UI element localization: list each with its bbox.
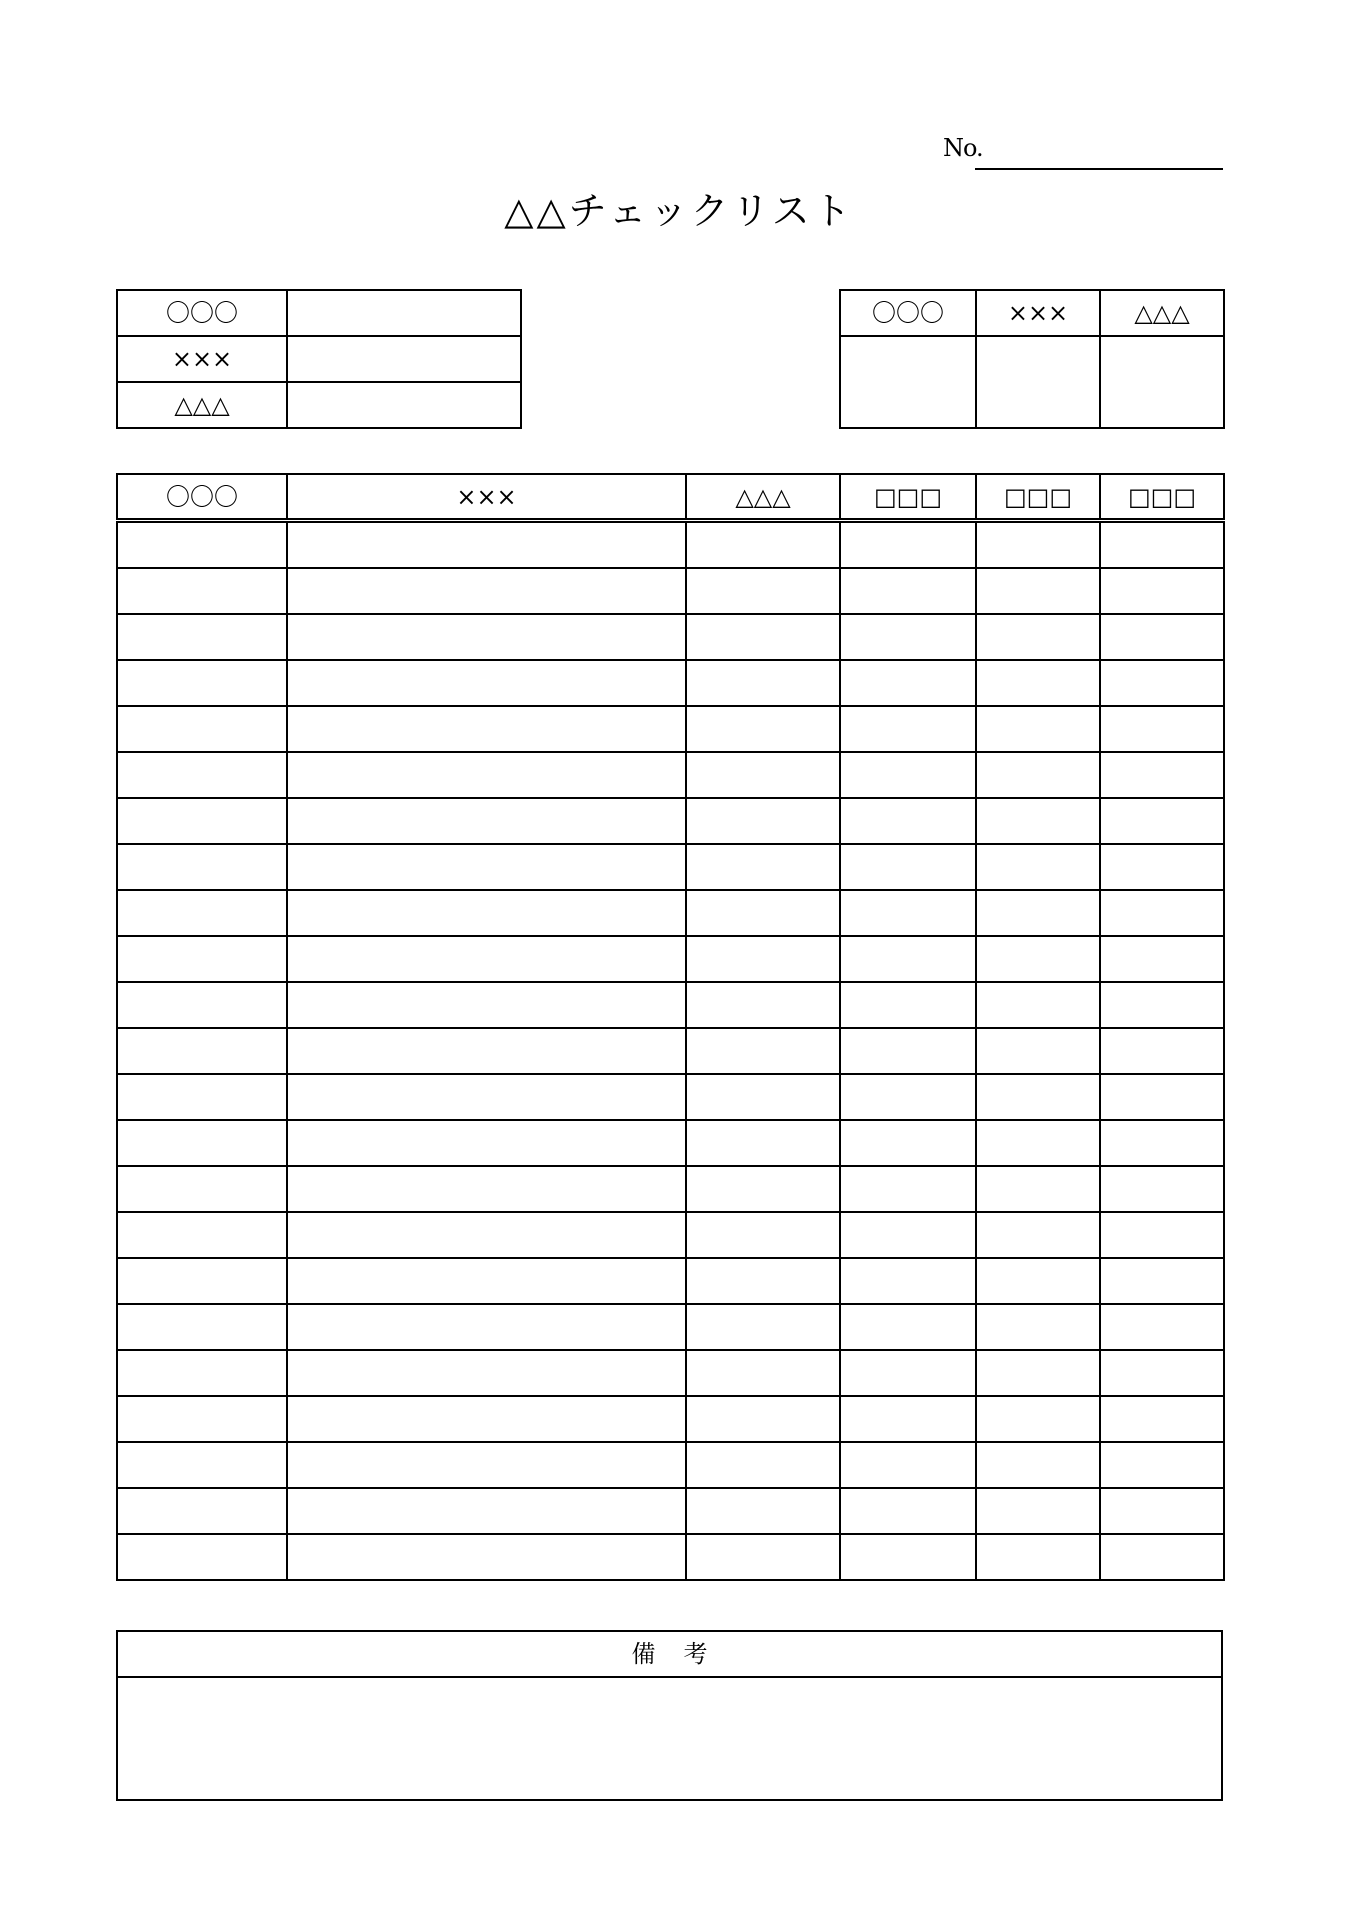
checklist-cell[interactable] (1100, 614, 1224, 660)
checklist-cell[interactable] (976, 890, 1100, 936)
checklist-row (117, 1488, 1224, 1534)
checklist-cell[interactable] (287, 521, 686, 569)
checklist-cell[interactable] (287, 1304, 686, 1350)
checklist-cell[interactable] (117, 660, 287, 706)
checklist-cell[interactable] (686, 936, 840, 982)
checklist-cell[interactable] (976, 1396, 1100, 1442)
checklist-cell[interactable] (117, 568, 287, 614)
checklist-cell[interactable] (840, 1120, 976, 1166)
approval-header: ××× (976, 290, 1100, 336)
checklist-cell[interactable] (287, 614, 686, 660)
column-header: □□□ (1100, 474, 1224, 521)
checklist-cell[interactable] (1100, 798, 1224, 844)
checklist-cell[interactable] (117, 614, 287, 660)
info-value-field[interactable] (287, 382, 521, 428)
info-label: 〇〇〇 (117, 290, 287, 336)
checklist-cell[interactable] (686, 844, 840, 890)
checklist-cell[interactable] (287, 844, 686, 890)
checklist-cell[interactable] (117, 1258, 287, 1304)
checklist-cell[interactable] (117, 706, 287, 752)
checklist-cell[interactable] (840, 614, 976, 660)
info-label: ××× (117, 336, 287, 382)
remarks-box (116, 1630, 1223, 1801)
checklist-header-row (117, 474, 1224, 521)
checklist-cell[interactable] (840, 568, 976, 614)
checklist-cell[interactable] (976, 1166, 1100, 1212)
checklist-cell[interactable] (840, 890, 976, 936)
approval-field[interactable] (976, 336, 1100, 428)
approval-field[interactable] (1100, 336, 1224, 428)
checklist-cell[interactable] (1100, 890, 1224, 936)
checklist-cell[interactable] (976, 752, 1100, 798)
checklist-cell[interactable] (840, 982, 976, 1028)
checklist-cell[interactable] (976, 1120, 1100, 1166)
approval-header: △△△ (1100, 290, 1224, 336)
checklist-cell[interactable] (840, 706, 976, 752)
checklist-cell[interactable] (686, 890, 840, 936)
checklist-row (117, 982, 1224, 1028)
checklist-row (117, 1212, 1224, 1258)
info-table-left (116, 289, 522, 429)
checklist-cell[interactable] (976, 568, 1100, 614)
checklist-row (117, 1166, 1224, 1212)
info-value-field[interactable] (287, 336, 521, 382)
checklist-cell[interactable] (1100, 936, 1224, 982)
checklist-cell[interactable] (287, 936, 686, 982)
checklist-cell[interactable] (1100, 1166, 1224, 1212)
checklist-cell[interactable] (117, 1488, 287, 1534)
checklist-cell[interactable] (117, 936, 287, 982)
checklist-cell[interactable] (117, 752, 287, 798)
checklist-cell[interactable] (976, 1074, 1100, 1120)
checklist-cell[interactable] (1100, 1350, 1224, 1396)
checklist-cell[interactable] (117, 982, 287, 1028)
page-title: △△チェックリスト (504, 189, 854, 233)
checklist-cell[interactable] (1100, 1534, 1224, 1580)
checklist-cell[interactable] (686, 521, 840, 569)
checklist-cell[interactable] (976, 1534, 1100, 1580)
column-header: □□□ (840, 474, 976, 521)
checklist-row (117, 1350, 1224, 1396)
checklist-cell[interactable] (840, 1488, 976, 1534)
checklist-cell[interactable] (840, 1166, 976, 1212)
checklist-cell[interactable] (686, 1166, 840, 1212)
checklist-cell[interactable] (1100, 1304, 1224, 1350)
checklist-cell[interactable] (840, 1304, 976, 1350)
checklist-row (117, 1442, 1224, 1488)
checklist-cell[interactable] (976, 1258, 1100, 1304)
checklist-cell[interactable] (840, 936, 976, 982)
checklist-cell[interactable] (840, 752, 976, 798)
checklist-body (117, 521, 1224, 1581)
checklist-cell[interactable] (1100, 752, 1224, 798)
checklist-cell[interactable] (287, 798, 686, 844)
checklist-cell[interactable] (117, 1304, 287, 1350)
checklist-cell[interactable] (287, 1442, 686, 1488)
checklist-cell[interactable] (117, 1212, 287, 1258)
checklist-cell[interactable] (686, 1258, 840, 1304)
checklist-cell[interactable] (840, 1074, 976, 1120)
checklist-cell[interactable] (1100, 1028, 1224, 1074)
checklist-cell[interactable] (1100, 706, 1224, 752)
checklist-cell[interactable] (287, 660, 686, 706)
checklist-cell[interactable] (976, 1212, 1100, 1258)
column-header: 〇〇〇 (117, 474, 287, 521)
checklist-cell[interactable] (840, 1028, 976, 1074)
checklist-row (117, 1534, 1224, 1580)
checklist-cell[interactable] (686, 752, 840, 798)
checklist-cell[interactable] (117, 521, 287, 569)
checklist-cell[interactable] (1100, 1212, 1224, 1258)
checklist-cell[interactable] (287, 890, 686, 936)
checklist-cell[interactable] (287, 1258, 686, 1304)
checklist-row (117, 706, 1224, 752)
checklist-cell[interactable] (117, 1442, 287, 1488)
checklist-cell[interactable] (1100, 1442, 1224, 1488)
checklist-row (117, 568, 1224, 614)
checklist-cell[interactable] (117, 1074, 287, 1120)
checklist-cell[interactable] (1100, 1074, 1224, 1120)
checklist-cell[interactable] (840, 1396, 976, 1442)
checklist-row (117, 521, 1224, 569)
checklist-cell[interactable] (686, 1534, 840, 1580)
checklist-row (117, 844, 1224, 890)
checklist-cell[interactable] (686, 798, 840, 844)
info-value-field[interactable] (287, 290, 521, 336)
approval-table (839, 289, 1225, 429)
checklist-cell[interactable] (840, 1534, 976, 1580)
checklist-cell[interactable] (976, 798, 1100, 844)
checklist-row (117, 890, 1224, 936)
checklist-cell[interactable] (287, 1396, 686, 1442)
info-label: △△△ (117, 382, 287, 428)
checklist-cell[interactable] (840, 660, 976, 706)
number-field[interactable] (975, 168, 1223, 170)
checklist-cell[interactable] (117, 1028, 287, 1074)
checklist-row (117, 752, 1224, 798)
checklist-cell[interactable] (1100, 1120, 1224, 1166)
checklist-cell[interactable] (840, 844, 976, 890)
checklist-cell[interactable] (840, 1350, 976, 1396)
column-header: △△△ (686, 474, 840, 521)
checklist-cell[interactable] (287, 706, 686, 752)
checklist-cell[interactable] (287, 568, 686, 614)
checklist-cell[interactable] (976, 706, 1100, 752)
checklist-cell[interactable] (117, 1534, 287, 1580)
checklist-cell[interactable] (287, 752, 686, 798)
number-label: No. (943, 134, 983, 162)
checklist-cell[interactable] (976, 614, 1100, 660)
checklist-cell[interactable] (686, 1074, 840, 1120)
checklist-cell[interactable] (1100, 1396, 1224, 1442)
checklist-cell[interactable] (686, 660, 840, 706)
checklist-cell[interactable] (840, 1212, 976, 1258)
column-header: ××× (287, 474, 686, 521)
checklist-cell[interactable] (287, 1350, 686, 1396)
checklist-row (117, 1396, 1224, 1442)
approval-field[interactable] (840, 336, 976, 428)
approval-header: 〇〇〇 (840, 290, 976, 336)
checklist-row (117, 1028, 1224, 1074)
checklist-cell[interactable] (840, 798, 976, 844)
checklist-cell[interactable] (686, 1396, 840, 1442)
checklist-row (117, 1258, 1224, 1304)
checklist-cell[interactable] (117, 1396, 287, 1442)
checklist-cell[interactable] (976, 521, 1100, 569)
column-header: □□□ (976, 474, 1100, 521)
checklist-cell[interactable] (686, 614, 840, 660)
checklist-row (117, 1074, 1224, 1120)
checklist-cell[interactable] (117, 1166, 287, 1212)
checklist-cell[interactable] (287, 1212, 686, 1258)
checklist-cell[interactable] (976, 660, 1100, 706)
checklist-cell[interactable] (976, 1350, 1100, 1396)
checklist-cell[interactable] (976, 1488, 1100, 1534)
checklist-cell[interactable] (686, 982, 840, 1028)
checklist-cell[interactable] (287, 1120, 686, 1166)
checklist-row (117, 660, 1224, 706)
checklist-cell[interactable] (840, 521, 976, 569)
checklist-cell[interactable] (686, 1304, 840, 1350)
checklist-cell[interactable] (976, 936, 1100, 982)
checklist-cell[interactable] (686, 1120, 840, 1166)
checklist-table (116, 473, 1225, 1581)
checklist-cell[interactable] (976, 1442, 1100, 1488)
checklist-cell[interactable] (1100, 1258, 1224, 1304)
remarks-field[interactable] (117, 1677, 1222, 1800)
checklist-cell[interactable] (686, 706, 840, 752)
checklist-cell[interactable] (117, 844, 287, 890)
checklist-cell[interactable] (686, 1442, 840, 1488)
checklist-cell[interactable] (1100, 844, 1224, 890)
checklist-cell[interactable] (117, 1350, 287, 1396)
checklist-cell[interactable] (976, 1304, 1100, 1350)
checklist-cell[interactable] (117, 798, 287, 844)
checklist-row (117, 1304, 1224, 1350)
checklist-row (117, 798, 1224, 844)
checklist-cell[interactable] (287, 1488, 686, 1534)
checklist-row (117, 1120, 1224, 1166)
checklist-cell[interactable] (840, 1442, 976, 1488)
checklist-cell[interactable] (117, 1120, 287, 1166)
checklist-row (117, 614, 1224, 660)
checklist-cell[interactable] (686, 1488, 840, 1534)
checklist-cell[interactable] (686, 1350, 840, 1396)
checklist-cell[interactable] (976, 982, 1100, 1028)
checklist-cell[interactable] (287, 1028, 686, 1074)
checklist-cell[interactable] (1100, 568, 1224, 614)
checklist-cell[interactable] (1100, 1488, 1224, 1534)
checklist-cell[interactable] (976, 1028, 1100, 1074)
checklist-cell[interactable] (287, 1534, 686, 1580)
checklist-cell[interactable] (976, 844, 1100, 890)
checklist-cell[interactable] (840, 1258, 976, 1304)
checklist-row (117, 936, 1224, 982)
checklist-cell[interactable] (1100, 521, 1224, 569)
checklist-cell[interactable] (686, 1028, 840, 1074)
checklist-cell[interactable] (287, 982, 686, 1028)
remarks-label: 備考 (117, 1631, 1222, 1677)
checklist-cell[interactable] (686, 1212, 840, 1258)
checklist-cell[interactable] (287, 1074, 686, 1120)
checklist-cell[interactable] (1100, 660, 1224, 706)
checklist-cell[interactable] (1100, 982, 1224, 1028)
checklist-cell[interactable] (287, 1166, 686, 1212)
checklist-cell[interactable] (117, 890, 287, 936)
checklist-cell[interactable] (686, 568, 840, 614)
